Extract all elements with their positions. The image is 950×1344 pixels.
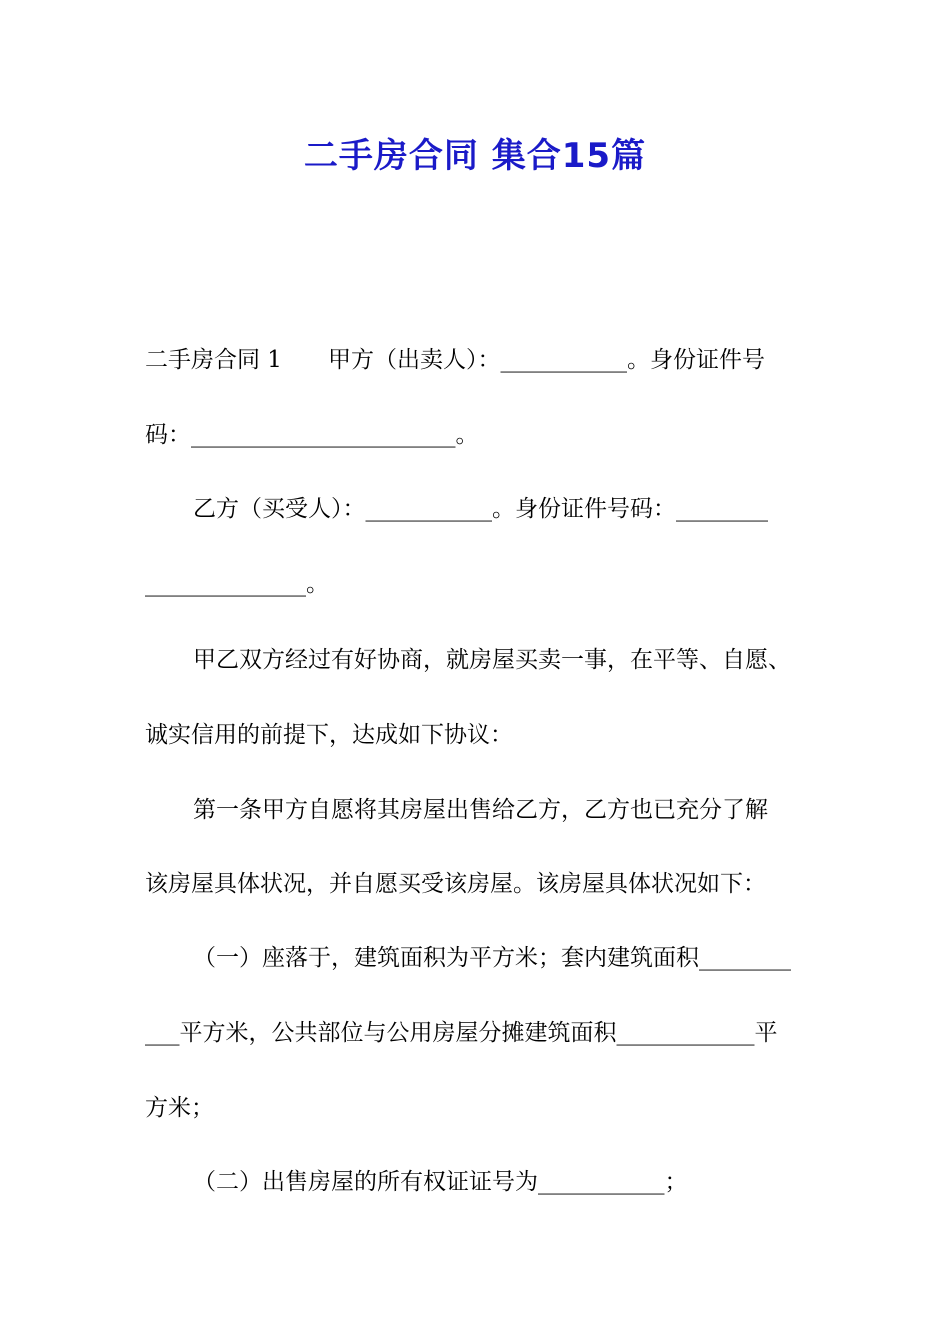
paragraph-line: 诚实信用的前提下，达成如下协议： bbox=[145, 722, 513, 748]
paragraph-line: 乙方（买受人）：___________。身份证件号码：________ bbox=[193, 496, 768, 522]
paragraph-line: 方米； bbox=[145, 1095, 214, 1121]
document-title: 二手房合同 集合15篇 bbox=[303, 136, 647, 176]
paragraph-line: 码：_______________________。 bbox=[145, 422, 479, 448]
paragraph-line: （一）座落于，建筑面积为平方米；套内建筑面积________ bbox=[193, 945, 791, 971]
paragraph-line: 二手房合同 1 甲方（出卖人）：___________。身份证件号 bbox=[145, 347, 765, 373]
paragraph-line: 该房屋具体状况，并自愿买受该房屋。该房屋具体状况如下： bbox=[145, 871, 766, 897]
paragraph-line: ___平方米，公共部位与公用房屋分摊建筑面积____________平 bbox=[145, 1020, 778, 1046]
paragraph-line: ______________。 bbox=[145, 571, 329, 597]
paragraph-line: 第一条甲方自愿将其房屋出售给乙方，乙方也已充分了解 bbox=[193, 797, 768, 823]
paragraph-line: （二）出售房屋的所有权证证号为___________； bbox=[193, 1169, 688, 1195]
paragraph-line: 甲乙双方经过有好协商，就房屋买卖一事，在平等、自愿、 bbox=[193, 647, 791, 673]
